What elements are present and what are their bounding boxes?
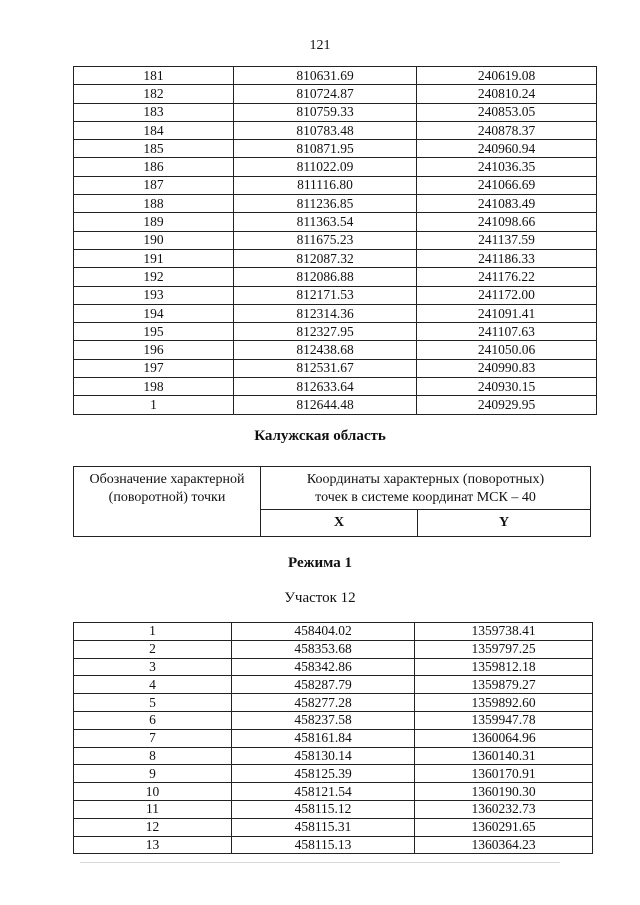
- y-coordinate-cell: 240929.95: [417, 396, 597, 414]
- table-row: [74, 836, 593, 854]
- point-number-cell: 189: [74, 213, 234, 231]
- point-number-cell: 186: [74, 158, 234, 176]
- y-coordinate-cell: 1359797.25: [415, 640, 593, 658]
- plot-title: Участок 12: [284, 590, 356, 606]
- table-row: [74, 323, 597, 341]
- table-row: [74, 359, 597, 377]
- table-row: [74, 249, 597, 267]
- coordinates-header-table: [73, 466, 591, 537]
- mode-title: Режима 1: [287, 555, 352, 571]
- point-number-cell: 181: [74, 67, 234, 85]
- point-number-cell: 10: [74, 783, 232, 801]
- x-coordinate-cell: 812171.53: [234, 286, 417, 304]
- y-coordinate-cell: 1359738.41: [415, 623, 593, 641]
- x-coordinate-cell: 458404.02: [232, 623, 415, 641]
- x-coordinate-cell: 458115.12: [232, 800, 415, 818]
- point-number-cell: 5: [74, 694, 232, 712]
- coordinates-table-bottom: [73, 622, 593, 854]
- x-coordinate-cell: 812087.32: [234, 249, 417, 267]
- y-coordinate-cell: 240619.08: [417, 67, 597, 85]
- table-row: [74, 818, 593, 836]
- y-coordinate-cell: 1360064.96: [415, 729, 593, 747]
- point-number-cell: 1: [74, 396, 234, 414]
- table-row: [74, 304, 597, 322]
- x-coordinate-cell: 812633.64: [234, 378, 417, 396]
- y-coordinate-cell: 1359947.78: [415, 711, 593, 729]
- y-coordinate-cell: 240990.83: [417, 359, 597, 377]
- table-row: [74, 158, 597, 176]
- coords-label-line2: точек в системе координат МСК – 40: [315, 490, 536, 505]
- table-row: [74, 341, 597, 359]
- y-coordinate-cell: 241186.33: [417, 249, 597, 267]
- y-coordinate-cell: 241083.49: [417, 195, 597, 213]
- point-number-cell: 196: [74, 341, 234, 359]
- point-number-cell: 195: [74, 323, 234, 341]
- point-number-cell: 6: [74, 711, 232, 729]
- x-column-header: X: [261, 510, 418, 537]
- x-coordinate-cell: 811675.23: [234, 231, 417, 249]
- point-number-cell: 13: [74, 836, 232, 854]
- coords-label-line1: Координаты характерных (поворотных): [306, 472, 545, 487]
- point-number-cell: 184: [74, 121, 234, 139]
- point-number-cell: 1: [74, 623, 232, 641]
- table-row: [74, 231, 597, 249]
- x-coordinate-cell: 812531.67: [234, 359, 417, 377]
- page-number: 121: [309, 38, 331, 53]
- x-coordinate-cell: 812314.36: [234, 304, 417, 322]
- x-coordinate-cell: 458237.58: [232, 711, 415, 729]
- x-coordinate-cell: 812644.48: [234, 396, 417, 414]
- y-coordinate-cell: 1360232.73: [415, 800, 593, 818]
- x-coordinate-cell: 812086.88: [234, 268, 417, 286]
- y-coordinate-cell: 1360190.30: [415, 783, 593, 801]
- table-row: [74, 729, 593, 747]
- point-number-cell: 7: [74, 729, 232, 747]
- x-coordinate-cell: 810759.33: [234, 103, 417, 121]
- x-coordinate-cell: 458277.28: [232, 694, 415, 712]
- point-number-cell: 187: [74, 176, 234, 194]
- y-coordinate-cell: 1359892.60: [415, 694, 593, 712]
- point-number-cell: 190: [74, 231, 234, 249]
- y-coordinate-cell: 240810.24: [417, 85, 597, 103]
- y-coordinate-cell: 240960.94: [417, 140, 597, 158]
- point-number-cell: 4: [74, 676, 232, 694]
- table-row: [74, 658, 593, 676]
- point-label-cell: [74, 467, 261, 537]
- x-coordinate-cell: 458115.31: [232, 818, 415, 836]
- y-coordinate-cell: 241176.22: [417, 268, 597, 286]
- table-row: [74, 176, 597, 194]
- table-row: [74, 378, 597, 396]
- x-coordinate-cell: 812438.68: [234, 341, 417, 359]
- x-coordinate-cell: 458125.39: [232, 765, 415, 783]
- point-number-cell: 183: [74, 103, 234, 121]
- table-row: [74, 747, 593, 765]
- point-number-cell: 198: [74, 378, 234, 396]
- table-row: [74, 765, 593, 783]
- x-coordinate-cell: 458353.68: [232, 640, 415, 658]
- x-coordinate-cell: 810783.48: [234, 121, 417, 139]
- y-coordinate-cell: 240878.37: [417, 121, 597, 139]
- point-number-cell: 3: [74, 658, 232, 676]
- y-coordinate-cell: 240930.15: [417, 378, 597, 396]
- point-number-cell: 11: [74, 800, 232, 818]
- x-coordinate-cell: 812327.95: [234, 323, 417, 341]
- x-coordinate-cell: 458342.86: [232, 658, 415, 676]
- x-coordinate-cell: 458287.79: [232, 676, 415, 694]
- y-coordinate-cell: 241107.63: [417, 323, 597, 341]
- point-number-cell: 8: [74, 747, 232, 765]
- y-coordinate-cell: 1359879.27: [415, 676, 593, 694]
- table-row: [74, 103, 597, 121]
- point-number-cell: 182: [74, 85, 234, 103]
- table-row: [74, 676, 593, 694]
- y-coordinate-cell: 1359812.18: [415, 658, 593, 676]
- table-row: [74, 121, 597, 139]
- x-coordinate-cell: 458130.14: [232, 747, 415, 765]
- point-number-cell: 192: [74, 268, 234, 286]
- point-number-cell: 9: [74, 765, 232, 783]
- table-row: [74, 711, 593, 729]
- x-coordinate-cell: 811363.54: [234, 213, 417, 231]
- y-coordinate-cell: 1360364.23: [415, 836, 593, 854]
- x-coordinate-cell: 811116.80: [234, 176, 417, 194]
- point-label-line2: (поворотной) точки: [108, 490, 226, 505]
- region-title: Калужская область: [254, 428, 386, 444]
- table-row: [74, 800, 593, 818]
- y-coordinate-cell: 241172.00: [417, 286, 597, 304]
- y-coordinate-cell: 241036.35: [417, 158, 597, 176]
- y-coordinate-cell: 1360291.65: [415, 818, 593, 836]
- table-row: [74, 694, 593, 712]
- x-coordinate-cell: 458161.84: [232, 729, 415, 747]
- point-number-cell: 2: [74, 640, 232, 658]
- y-coordinate-cell: 241098.66: [417, 213, 597, 231]
- coords-label-cell: [261, 467, 591, 510]
- y-column-header: Y: [418, 510, 591, 537]
- point-number-cell: 188: [74, 195, 234, 213]
- table-row: [74, 623, 593, 641]
- y-coordinate-cell: 240853.05: [417, 103, 597, 121]
- table-row: [74, 67, 597, 85]
- x-coordinate-cell: 810724.87: [234, 85, 417, 103]
- table-row: [74, 640, 593, 658]
- y-coordinate-cell: 241091.41: [417, 304, 597, 322]
- x-coordinate-cell: 458115.13: [232, 836, 415, 854]
- y-coordinate-cell: 1360170.91: [415, 765, 593, 783]
- x-coordinate-cell: 810631.69: [234, 67, 417, 85]
- x-coordinate-cell: 811236.85: [234, 195, 417, 213]
- table-row: [74, 396, 597, 414]
- y-coordinate-cell: 241137.59: [417, 231, 597, 249]
- x-coordinate-cell: 810871.95: [234, 140, 417, 158]
- x-coordinate-cell: 458121.54: [232, 783, 415, 801]
- scan-artifact-line: [80, 862, 560, 863]
- point-label-line1: Обозначение характерной: [89, 472, 245, 487]
- table-row: [74, 140, 597, 158]
- point-number-cell: 193: [74, 286, 234, 304]
- table-row: [74, 783, 593, 801]
- point-number-cell: 194: [74, 304, 234, 322]
- point-number-cell: 191: [74, 249, 234, 267]
- point-number-cell: 12: [74, 818, 232, 836]
- point-number-cell: 185: [74, 140, 234, 158]
- table-row: [74, 286, 597, 304]
- table-row: [74, 213, 597, 231]
- y-coordinate-cell: 241066.69: [417, 176, 597, 194]
- coordinates-table-top: [73, 66, 597, 415]
- point-number-cell: 197: [74, 359, 234, 377]
- table-row: [74, 195, 597, 213]
- x-coordinate-cell: 811022.09: [234, 158, 417, 176]
- table-row: [74, 268, 597, 286]
- y-coordinate-cell: 241050.06: [417, 341, 597, 359]
- table-row: [74, 85, 597, 103]
- y-coordinate-cell: 1360140.31: [415, 747, 593, 765]
